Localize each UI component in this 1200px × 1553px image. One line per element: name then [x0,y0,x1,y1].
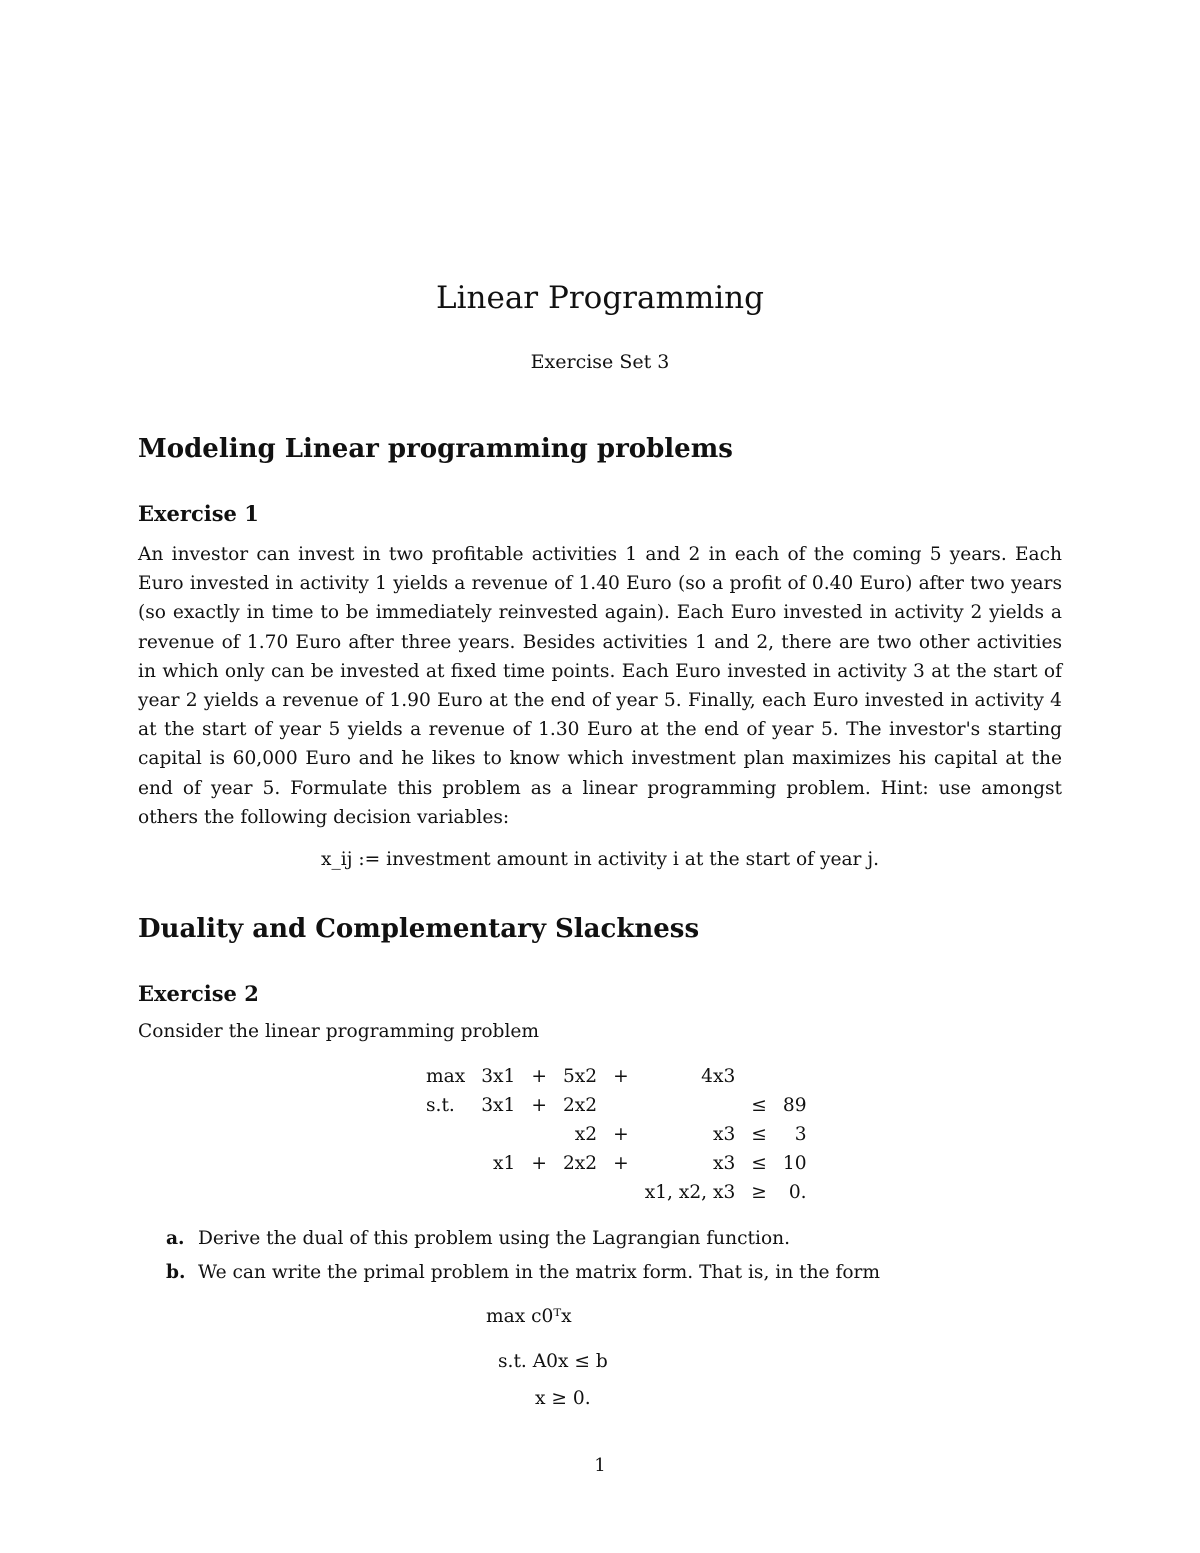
lp-cell: + [531,1066,547,1087]
lp-cell: x3 [712,1124,736,1145]
item-b-text: We can write the primal problem in the matrix form. That is, in the form [198,1262,881,1283]
lp-cell: 10 [782,1153,807,1174]
lp-cell [555,1178,605,1207]
matrix-form-objective: max c0ᵀx [486,1306,572,1327]
lp-cell [418,1178,473,1207]
lp-row [418,1178,815,1207]
lp-cell [637,1091,744,1120]
document-subtitle: Exercise Set 3 [530,351,670,373]
lp-cell: ≤ [751,1124,767,1145]
lp-cell: 4x3 [701,1066,736,1087]
item-a [166,1228,790,1249]
lp-cell: x1 [493,1153,516,1174]
lp-cell [473,1178,523,1207]
lp-cell: 5x2 [562,1066,598,1087]
lp-row [418,1062,815,1091]
lp-cell [473,1120,523,1149]
lp-cell [523,1178,555,1207]
lp-cell: s.t. [426,1095,455,1116]
lp-cell [605,1178,637,1207]
lp-cell: x1, x2, x3 [644,1182,736,1203]
lp-cell: + [613,1153,629,1174]
lp-cell: 3x1 [481,1095,516,1116]
page-number: 1 [594,1455,606,1476]
exercise-2-intro: Consider the linear programming problem [138,1021,540,1042]
lp-cell: ≤ [751,1095,767,1116]
exercise-2-heading: Exercise 2 [138,981,259,1006]
lp-cell: 2x2 [562,1095,598,1116]
lp-cell: 0. [788,1182,807,1203]
lp-cell: + [531,1153,547,1174]
lp-problem-table [418,1062,815,1207]
lp-cell [523,1120,555,1149]
section-heading-modeling: Modeling Linear programming problems [138,434,733,464]
item-b [166,1262,880,1283]
item-b-label: b. [166,1262,186,1283]
lp-cell: 3 [794,1124,807,1145]
lp-cell [418,1120,473,1149]
lp-cell [743,1062,775,1091]
lp-cell: + [613,1124,629,1145]
lp-cell: 89 [782,1095,807,1116]
lp-cell [605,1091,637,1120]
document-title: Linear Programming [436,280,764,316]
lp-cell [775,1062,815,1091]
lp-cell: ≥ [751,1182,767,1203]
item-a-label: a. [166,1228,185,1249]
lp-cell [418,1149,473,1178]
item-a-text: Derive the dual of this problem using the Lagrangian function. [198,1228,791,1249]
lp-cell: max [426,1066,466,1087]
section-heading-duality: Duality and Complementary Slackness [138,914,700,944]
matrix-form-nonnegativity: x ≥ 0. [535,1388,591,1409]
lp-cell: 2x2 [562,1153,598,1174]
exercise-1-definition: x_ij := investment amount in activity i at the start of year j. [320,849,880,870]
lp-cell: + [531,1095,547,1116]
lp-cell: + [613,1066,629,1087]
exercise-1-heading: Exercise 1 [138,501,259,526]
exercise-1-text: An investor can invest in two profitable activities 1 and 2 in each of the coming 5 years. Each Euro invested in activity 1 yields a revenue of 1.40 Euro (so a profit of 0.40 Euro) after two years (so exactly in time to be immediately reinvested again). Each Euro invested in activity 2 yields a revenue of 1.70 Euro after three years. Besides activities 1 and 2, there are two other activities in which only can be invested at fixed time points. Each Euro invested in activity 3 at the start of year 2 yields a revenue of 1.90 Euro at the end of year 5. Finally, each Euro invested in activity 4 at the start of year 5 yields a revenue of 1.30 Euro at the end of year 5. The investor's starting capital is 60,000 Euro and he likes to know which investment plan maximizes his capital at the end of year 5. Formulate this problem as a linear programming problem. Hint: use amongst others the following decision variables: [138,544,1062,828]
lp-row [418,1120,815,1149]
lp-cell: ≤ [751,1153,767,1174]
lp-cell: x3 [712,1153,736,1174]
matrix-form-constraint: s.t. A0x ≤ b [498,1351,608,1372]
lp-cell: x2 [574,1124,598,1145]
lp-cell: 3x1 [481,1066,516,1087]
lp-row [418,1149,815,1178]
lp-row [418,1091,815,1120]
